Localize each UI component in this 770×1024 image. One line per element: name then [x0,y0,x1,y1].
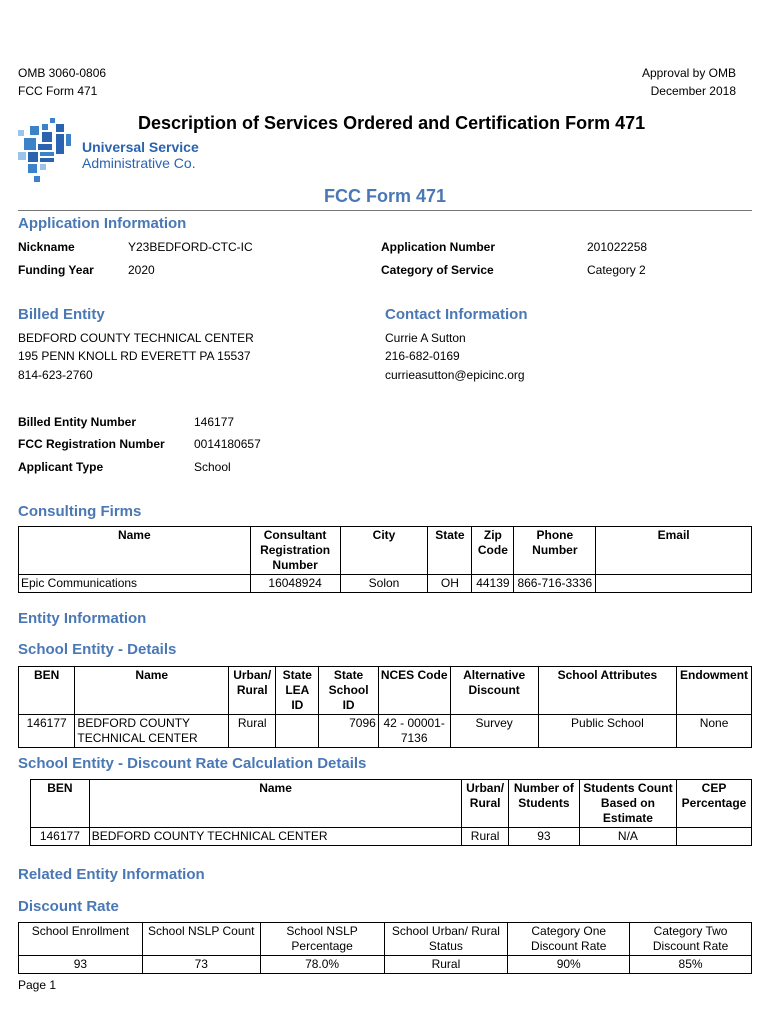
section-related-entity-information: Related Entity Information [18,866,205,883]
billed-entity-number-label: Billed Entity Number [18,415,137,429]
table-cell: Rural [462,828,509,846]
column-header: BEN [19,667,75,715]
column-header: School NSLP Percentage [260,923,384,956]
table-cell: 73 [142,956,260,974]
column-header: Students Count Based on Estimate [579,780,676,828]
table-cell: Public School [538,715,676,748]
column-header: Alternative Discount [450,667,538,715]
column-header: State [428,527,472,575]
applicant-type-value: School [194,460,231,474]
table-row [19,956,752,974]
column-header: Name [19,527,251,575]
table-cell: 90% [508,956,630,974]
table-cell: 16048924 [250,575,340,593]
application-number-label: Application Number [381,240,496,254]
table-cell: BEDFORD COUNTY TECHNICAL CENTER [89,828,462,846]
table-header-row [19,527,752,575]
table-cell: 93 [508,828,579,846]
column-header: CEP Percentage [677,780,752,828]
column-header: State LEA ID [276,667,319,715]
omb-approval: Approval by OMB [641,66,736,80]
billed-entity-number-value: 146177 [194,415,235,429]
contact-name: Currie A Sutton [385,331,466,345]
usac-logo-icon [16,116,76,186]
table-cell: None [677,715,752,748]
column-header: Category One Discount Rate [508,923,630,956]
column-header: NCES Code [378,667,450,715]
section-application-information: Application Information [18,215,187,232]
table-row [19,575,752,593]
column-header: School Enrollment [19,923,143,956]
title-divider [18,210,752,211]
table-cell: Survey [450,715,538,748]
billed-entity-name: BEDFORD COUNTY TECHNICAL CENTER [18,331,254,345]
discount-calculation-table [30,779,752,846]
column-header: State School ID [319,667,378,715]
omb-number: OMB 3060-0806 [18,66,107,80]
application-number-value: 201022258 [587,240,648,254]
contact-email[interactable]: currieasutton@epicinc.org [385,368,525,382]
table-cell: OH [428,575,472,593]
contact-phone: 216-682-0169 [385,349,460,363]
column-header: Number of Students [508,780,579,828]
section-discount-calculation: School Entity - Discount Rate Calculation Details [18,755,367,772]
table-cell [596,575,752,593]
column-header: Category Two Discount Rate [630,923,752,956]
form-name: FCC Form 471 [323,186,447,206]
discount-rate-table [18,922,752,974]
table-cell: Rural [229,715,276,748]
section-contact-information: Contact Information [385,306,528,323]
billed-entity-address: 195 PENN KNOLL RD EVERETT PA 15537 [18,349,251,363]
table-cell: 866-716-3336 [514,575,596,593]
school-entity-details-table [18,666,752,748]
category-of-service-value: Category 2 [587,263,646,277]
table-cell [677,828,752,846]
column-header: School Attributes [538,667,676,715]
column-header: Consultant Registration Number [250,527,340,575]
column-header: Name [75,667,229,715]
column-header: BEN [31,780,90,828]
section-entity-information: Entity Information [18,610,147,627]
table-cell [276,715,319,748]
table-cell: 42 - 00001-7136 [378,715,450,748]
column-header: Email [596,527,752,575]
table-cell: 146177 [31,828,90,846]
funding-year-value: 2020 [128,263,155,277]
page-number: Page 1 [18,978,57,992]
table-cell: Rural [384,956,508,974]
table-cell: 44139 [472,575,514,593]
fcc-registration-label: FCC Registration Number [18,437,165,451]
column-header: School NSLP Count [142,923,260,956]
column-header: Urban/ Rural [462,780,509,828]
section-discount-rate: Discount Rate [18,898,119,915]
column-header: School Urban/ Rural Status [384,923,508,956]
section-school-entity-details: School Entity - Details [18,641,177,658]
table-row [19,715,752,748]
form-code: FCC Form 471 [18,84,98,98]
table-header-row [19,923,752,956]
column-header: City [340,527,428,575]
logo-line-2: Administrative Co. [82,155,196,171]
column-header: Phone Number [514,527,596,575]
table-cell: 78.0% [260,956,384,974]
funding-year-label: Funding Year [18,263,94,277]
table-cell: 93 [19,956,143,974]
column-header: Urban/ Rural [229,667,276,715]
table-cell: 85% [630,956,752,974]
table-header-row [19,667,752,715]
column-header: Zip Code [472,527,514,575]
document-title: Description of Services Ordered and Certification Form 471 [138,113,646,133]
fcc-registration-value: 0014180657 [194,437,261,451]
table-cell: N/A [579,828,676,846]
omb-approval-date: December 2018 [650,84,736,98]
table-header-row [31,780,752,828]
billed-entity-phone: 814-623-2760 [18,368,93,382]
section-consulting-firms: Consulting Firms [18,503,142,520]
table-cell: 146177 [19,715,75,748]
table-cell: Solon [340,575,428,593]
column-header: Name [89,780,462,828]
nickname-label: Nickname [18,240,75,254]
category-of-service-label: Category of Service [381,263,494,277]
table-row [31,828,752,846]
consulting-firms-table [18,526,752,593]
nickname-value: Y23BEDFORD-CTC-IC [128,240,253,254]
table-cell: 7096 [319,715,378,748]
table-cell: BEDFORD COUNTY TECHNICAL CENTER [75,715,229,748]
table-cell: Epic Communications [19,575,251,593]
section-billed-entity: Billed Entity [18,306,105,323]
applicant-type-label: Applicant Type [18,460,104,474]
logo-line-1: Universal Service [82,139,199,155]
column-header: Endowment [677,667,752,715]
